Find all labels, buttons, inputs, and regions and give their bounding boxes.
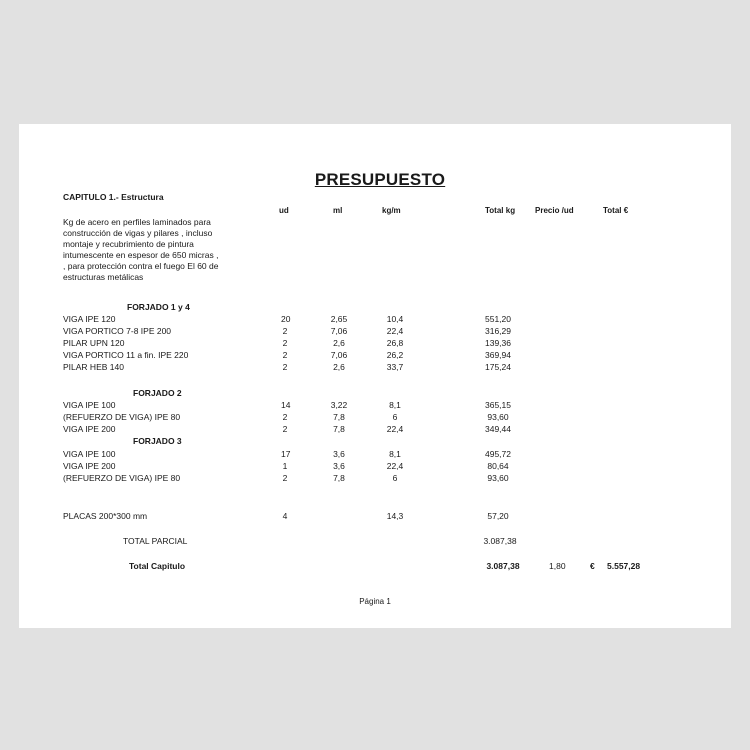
row-kgm: 8,1: [389, 400, 401, 410]
chapter-heading: CAPITULO 1.- Estructura: [63, 192, 164, 202]
row-ml: 7,8: [333, 473, 345, 483]
row-ud: 2: [282, 338, 288, 348]
row-kgm: 22,4: [386, 461, 404, 471]
row-total: 93,60: [487, 473, 509, 483]
euro-symbol: €: [590, 561, 595, 571]
table-row: [19, 449, 731, 461]
row-ml: 3,6: [333, 449, 345, 459]
description-line: estructuras metálicas: [63, 271, 144, 282]
row-kgm: 26,8: [386, 338, 404, 348]
row-ml: 2,6: [333, 362, 345, 372]
column-header-total-eur: Total €: [603, 206, 629, 215]
row-name: VIGA PORTICO 11 a fin. IPE 220: [63, 350, 189, 360]
row-total: 551,20: [485, 314, 511, 324]
table-row: [19, 424, 731, 436]
table-row: [19, 314, 731, 326]
row-total: 175,24: [485, 362, 511, 372]
row-kgm: 26,2: [386, 350, 404, 360]
row-ud: 1: [282, 461, 288, 471]
table-row: [19, 412, 731, 424]
row-ud: 2: [282, 412, 288, 422]
row-total: 365,15: [485, 400, 511, 410]
column-header-kgm: kg/m: [382, 206, 401, 215]
row-ud: 4: [282, 511, 288, 521]
row-total: 349,44: [485, 424, 511, 434]
total-capitulo-kg: 3.087,38: [486, 561, 520, 571]
row-name: (REFUERZO DE VIGA) IPE 80: [63, 473, 181, 483]
section-heading-forjado-1: FORJADO 1 y 4: [127, 302, 190, 312]
row-ml: 3,6: [333, 461, 345, 471]
row-ml: 2,6: [333, 338, 345, 348]
row-total: 369,94: [485, 350, 511, 360]
row-total: 80,64: [487, 461, 509, 471]
row-ml: 7,06: [330, 350, 348, 360]
total-capitulo-price: 1,80: [549, 561, 566, 571]
column-header-ml: ml: [333, 206, 343, 215]
description-line: montaje y recubrimiento de pintura: [63, 238, 194, 249]
page-footer: Página 1: [359, 597, 391, 606]
row-total: 57,20: [487, 511, 509, 521]
row-total: 316,29: [485, 326, 511, 336]
table-row: [19, 473, 731, 485]
section-heading-forjado-2: FORJADO 2: [133, 388, 182, 398]
row-ud: 14: [281, 400, 291, 410]
description-line: intumescente en espesor de 650 micras ,: [63, 249, 219, 260]
description-line: Kg de acero en perfiles laminados para: [63, 217, 211, 227]
total-capitulo-total: 5.557,28: [607, 561, 641, 571]
row-kgm: 6: [392, 412, 398, 422]
row-kgm: 10,4: [386, 314, 404, 324]
row-kgm: 22,4: [386, 424, 404, 434]
column-header-precio: Precio /ud: [535, 206, 574, 215]
table-row: [19, 362, 731, 374]
table-row: [19, 338, 731, 350]
column-header-ud: ud: [279, 206, 289, 215]
row-kgm: 22,4: [386, 326, 404, 336]
row-ud: 2: [282, 362, 288, 372]
column-header-total-kg: Total kg: [485, 206, 516, 215]
row-ml: 7,8: [333, 412, 345, 422]
row-ud: 20: [281, 314, 291, 324]
row-kgm: 8,1: [389, 449, 401, 459]
table-row: [19, 461, 731, 473]
row-ml: 3,22: [330, 400, 348, 410]
document-page: [19, 124, 731, 628]
row-name: VIGA IPE 200: [63, 424, 116, 434]
row-name: VIGA IPE 200: [63, 461, 116, 471]
total-capitulo-label: Total Capitulo: [129, 561, 186, 571]
row-ud: 2: [282, 424, 288, 434]
total-parcial-label: TOTAL PARCIAL: [123, 536, 188, 546]
row-name: VIGA IPE 120: [63, 314, 116, 324]
description-block: [63, 217, 263, 282]
row-total: 495,72: [485, 449, 511, 459]
row-total: 93,60: [487, 412, 509, 422]
description-line: construcción de vigas y pilares , incluso: [63, 227, 213, 238]
document-title: PRESUPUESTO: [314, 170, 446, 189]
row-kgm: 14,3: [386, 511, 404, 521]
row-name: VIGA IPE 100: [63, 400, 116, 410]
row-ml: 7,8: [333, 424, 345, 434]
total-parcial-value: 3.087,38: [483, 536, 517, 546]
row-kgm: 6: [392, 473, 398, 483]
row-name: VIGA PORTICO 7-8 IPE 200: [63, 326, 172, 336]
row-total: 139,36: [485, 338, 511, 348]
row-ud: 17: [281, 449, 291, 459]
description-line: , para protección contra el fuego El 60 de: [63, 260, 219, 271]
table-row: [19, 350, 731, 362]
row-name: PILAR UPN 120: [63, 338, 125, 348]
row-name: (REFUERZO DE VIGA) IPE 80: [63, 412, 181, 422]
table-row: [19, 400, 731, 412]
section-heading-forjado-3: FORJADO 3: [133, 436, 182, 446]
row-ml: 2,65: [330, 314, 348, 324]
row-name: VIGA IPE 100: [63, 449, 116, 459]
table-row: [19, 326, 731, 338]
table-row: [19, 511, 731, 523]
row-ud: 2: [282, 473, 288, 483]
row-ud: 2: [282, 326, 288, 336]
row-name: PLACAS 200*300 mm: [63, 511, 148, 521]
row-ml: 7,06: [330, 326, 348, 336]
row-kgm: 33,7: [386, 362, 404, 372]
row-name: PILAR HEB 140: [63, 362, 124, 372]
row-ud: 2: [282, 350, 288, 360]
